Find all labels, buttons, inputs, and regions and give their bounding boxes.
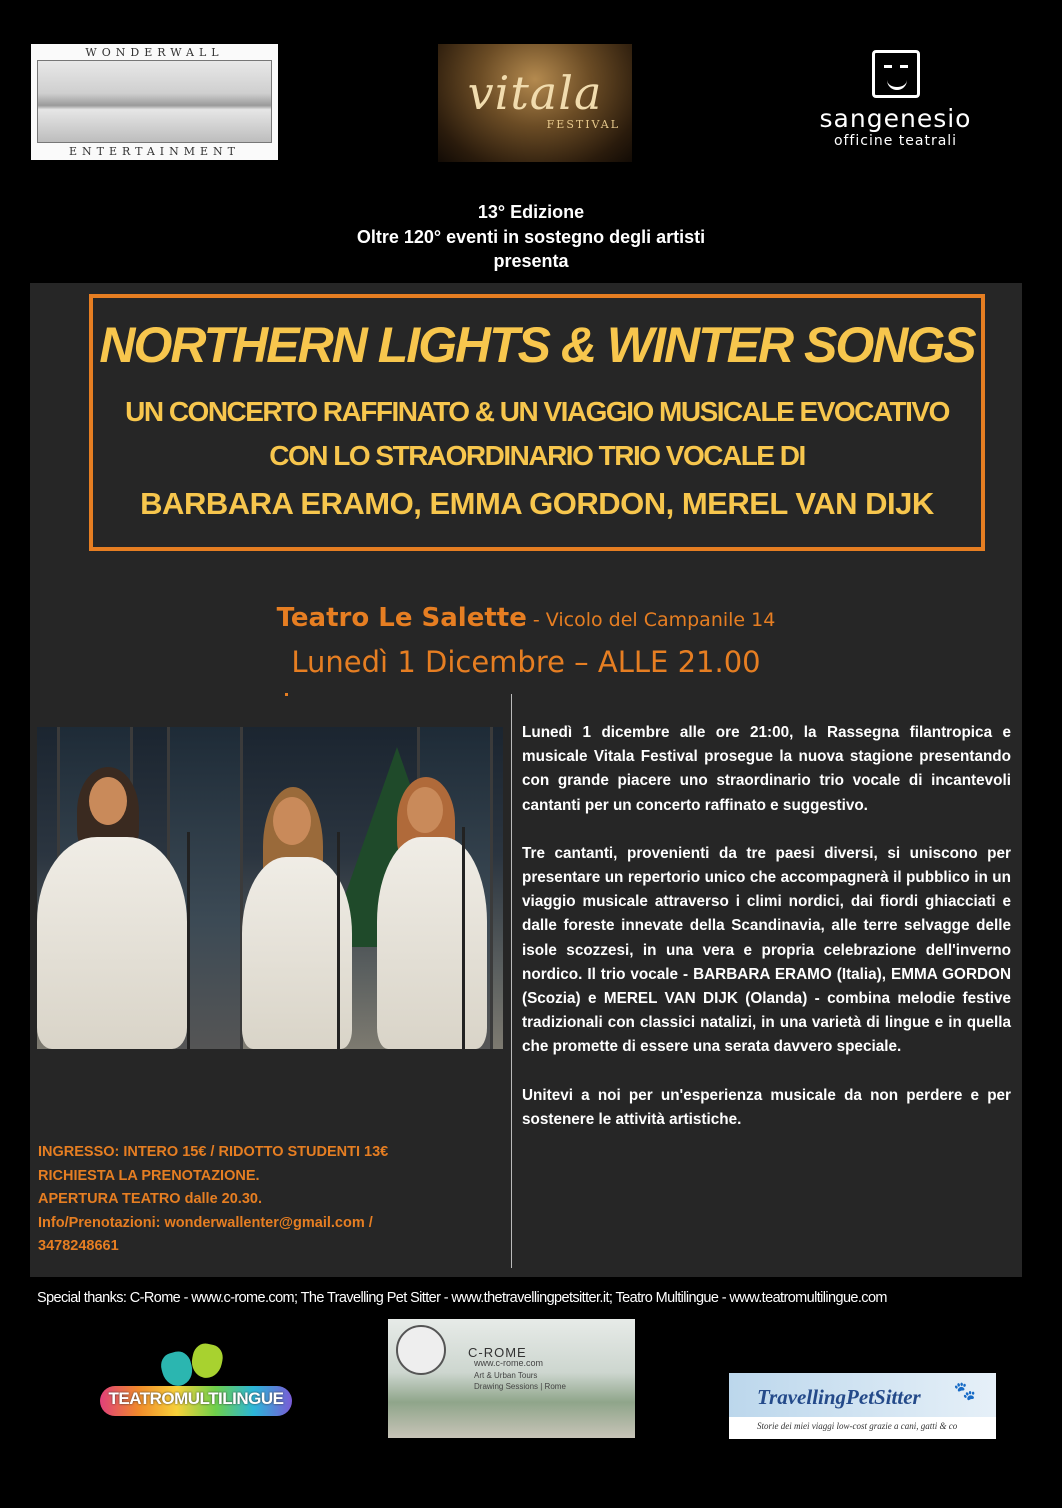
pet-sitter-name: TravellingPetSitter bbox=[757, 1385, 921, 1409]
sangenesio-logo bbox=[808, 50, 983, 162]
title-box bbox=[89, 294, 985, 551]
doors-open: APERTURA TEATRO dalle 20.30. bbox=[38, 1191, 262, 1208]
description-paragraph: Tre cantanti, provenienti da tre paesi diversi, si uniscono per presentare un repertorio unico che accompagnerà il pubblico in un viaggio musicale attraverso i climi nordici, dai fiordi ghiacciati e dalle foreste innevate della Scandinavia, alle terre selvagge delle isole scozzesi, in una vera e propria celebrazione dell'inverno nordico. Il trio vocale - BARBARA ERAMO (Italia), EMMA GORDON (Scozia) e MEREL VAN DIJK (Olanda) - combina melodie festive tradizionali con classici natalizi, in una varietà di lingue e in quella che promette di essere una serata davvero speciale. bbox=[522, 844, 1011, 1056]
wonderwall-logo-top-text: WONDERWALL bbox=[85, 46, 224, 59]
description-paragraph: Unitevi a noi per un'esperienza musicale da non perdere e per sostenere le attività artistiche. bbox=[522, 1086, 1011, 1128]
sangenesio-logo-name: sangenesio bbox=[819, 104, 972, 133]
presents-line: presenta bbox=[493, 251, 569, 271]
description-paragraph: Lunedì 1 dicembre alle ore 21:00, la Rassegna filantropica e musicale Vitala Festival prosegue la nuova stagione presentando con grande piacere uno straordinario trio vocale di incantevoli cantanti per un concerto raffinato e suggestivo. bbox=[522, 724, 1011, 814]
paw-icon: 🐾 bbox=[953, 1381, 976, 1402]
ticket-price: INGRESSO: INTERO 15€ / RIDOTTO STUDENTI 13€ bbox=[38, 1144, 389, 1160]
vitala-logo-sub: FESTIVAL bbox=[546, 118, 620, 131]
pet-sitter-tagline: Storie dei miei viaggi low-cost grazie a cani, gatti & co bbox=[757, 1421, 958, 1431]
sangenesio-logo-tagline: officine teatrali bbox=[833, 133, 958, 149]
wonderwall-logo bbox=[31, 44, 278, 160]
intro-text bbox=[0, 200, 1062, 274]
teatro-multilingue-logo bbox=[100, 1340, 292, 1426]
c-rome-tagline-2: Drawing Sessions | Rome bbox=[474, 1382, 566, 1391]
event-artists: BARBARA ERAMO, EMMA GORDON, MEREL VAN DIJK bbox=[140, 486, 934, 521]
wonderwall-logo-bottom-text: ENTERTAINMENT bbox=[68, 145, 240, 158]
column-divider bbox=[511, 694, 512, 1268]
c-rome-logo bbox=[388, 1319, 635, 1438]
events-line: Oltre 120° eventi in sostegno degli artisti bbox=[356, 226, 706, 247]
event-title: NORTHERN LIGHTS & WINTER SONGS bbox=[99, 317, 975, 373]
reservation-required: RICHIESTA LA PRENOTAZIONE. bbox=[38, 1167, 260, 1184]
award-badge-icon bbox=[396, 1325, 446, 1375]
venue-name: Teatro Le Salette bbox=[276, 603, 527, 633]
ticket-info bbox=[38, 1141, 498, 1259]
edition-line: 13° Edizione bbox=[477, 202, 585, 222]
vitala-festival-logo bbox=[438, 44, 632, 162]
special-thanks: Special thanks: C-Rome - www.c-rome.com; The Travelling Pet Sitter - www.thetravellingpetsitter.it; Teatro Multilingue - www.teatromultilingue.com bbox=[37, 1290, 887, 1306]
venue-line bbox=[30, 603, 1022, 633]
wonderwall-logo-landscape bbox=[37, 60, 272, 143]
theatre-mask-icon bbox=[872, 50, 920, 98]
c-rome-name: C-ROME bbox=[468, 1345, 527, 1360]
travelling-pet-sitter-logo bbox=[729, 1373, 996, 1439]
contact-email: Info/Prenotazioni: wonderwallenter@gmail.com / bbox=[38, 1214, 373, 1231]
c-rome-url: www.c-rome.com bbox=[474, 1358, 544, 1368]
decorative-dot bbox=[285, 693, 288, 696]
vitala-logo-name: vitala bbox=[467, 66, 603, 120]
event-description bbox=[522, 721, 1011, 1156]
theatre-masks-icon bbox=[162, 1344, 232, 1384]
venue-address: - Vicolo del Campanile 14 bbox=[526, 609, 776, 631]
event-date: Lunedì 1 Dicembre – ALLE 21.00 bbox=[291, 645, 761, 679]
trio-photo bbox=[37, 727, 503, 1049]
c-rome-tagline-1: Art & Urban Tours bbox=[474, 1371, 538, 1380]
contact-phone: 3478248661 bbox=[38, 1238, 119, 1255]
teatro-multilingue-name: TEATROMULTILINGUE bbox=[108, 1389, 284, 1408]
event-subtitle-2: CON LO STRAORDINARIO TRIO VOCALE DI bbox=[269, 440, 805, 471]
event-subtitle-1: UN CONCERTO RAFFINATO & UN VIAGGIO MUSICALE EVOCATIVO bbox=[125, 396, 949, 427]
